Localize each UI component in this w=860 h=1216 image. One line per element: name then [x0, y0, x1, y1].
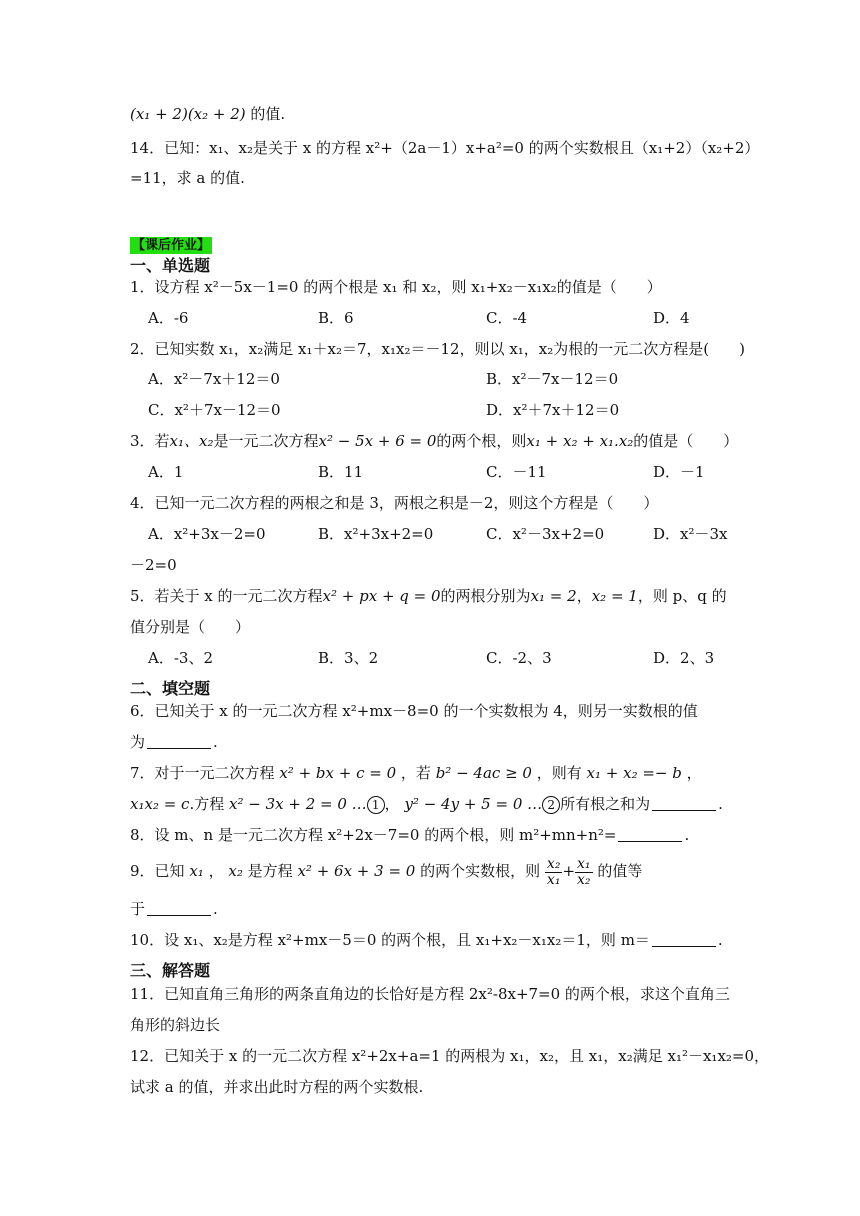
q5-pre: 5．若关于 x 的一元二次方程: [130, 587, 323, 605]
q5-math-equation: x² + px + q = 0: [322, 587, 441, 605]
q3-option-c: C．－11: [486, 463, 547, 481]
q7-circle-1: 1: [367, 796, 385, 814]
q6-line2: [130, 732, 218, 752]
q9-math-x1: x₁: [189, 862, 204, 880]
q5-line2: 值分别是（ ）: [130, 618, 251, 636]
q7-math-product: x₁x₂ = c: [130, 795, 190, 813]
q7-line2-end: .: [718, 795, 723, 813]
q14-line1: 14．已知：x₁、x₂是关于 x 的方程 x²+（2a－1）x+a²=0 的两个实数根且（x₁+2）（x₂+2）: [130, 139, 760, 157]
q9-line2: [130, 899, 218, 919]
q5-math-root1: x₁ = 2: [530, 587, 577, 605]
q9-line1: [130, 856, 642, 888]
q5-option-c: C．-2、3: [486, 649, 552, 667]
q9-pre: 9．已知: [130, 862, 185, 880]
q6-line2-text: 为: [130, 733, 146, 751]
q7-math-sum: x₁ + x₂ =− b: [586, 764, 682, 782]
q10-stem: 10．设 x₁、x₂是方程 x²+mx－5＝0 的两个根，且 x₁+x₂－x₁x₂＝1，则 m＝: [130, 931, 650, 949]
section-fill-blank: 二、填空题: [130, 679, 211, 698]
q1-option-a: A．-6: [148, 309, 189, 327]
homework-tag-label: 【课后作业】: [132, 238, 211, 253]
q13-expression: (x₁ + 2)(x₂ + 2): [130, 105, 246, 123]
q12-line1: 12．已知关于 x 的一元二次方程 x²+2x+a=1 的两根为 x₁，x₂，且 x₁，x₂满足 x₁²－x₁x₂=0，: [130, 1047, 770, 1065]
q6-end: .: [213, 733, 218, 751]
q1-option-d: D．4: [653, 309, 690, 327]
q1-option-b: B．6: [318, 309, 354, 327]
q11-line2: 角形的斜边长: [130, 1016, 221, 1034]
q9-frac1-den: x₁: [546, 871, 561, 888]
q7-answer-blank[interactable]: [652, 796, 716, 811]
q11-line1: 11．已知直角三角形的两条直角边的长恰好是方程 2x²-8x+7=0 的两个根，求这个直角三: [130, 985, 730, 1003]
q5-option-a: A．-3、2: [148, 649, 213, 667]
q7-math-equation: x² + bx + c = 0: [279, 764, 397, 782]
q2-option-b: B．x²－7x－12＝0: [486, 370, 619, 388]
q7-mid: ，若: [400, 764, 431, 782]
q9-end: .: [213, 900, 218, 918]
q5-post: ，则 p、q 的: [637, 587, 727, 605]
q9-plus: +: [562, 862, 576, 880]
q7-sum-text: 所有根之和为: [560, 795, 651, 813]
q2-stem: 2．已知实数 x₁，x₂满足 x₁＋x₂＝7，x₁x₂＝－12，则以 x₁，x₂为根的一元二次方程是( ): [130, 340, 745, 358]
q3-stem: [130, 431, 738, 451]
q7-equation-label: .方程: [189, 795, 225, 813]
q3-option-a: A．1: [148, 463, 184, 481]
q10-line: [130, 930, 723, 950]
q4-stem: 4．已知一元二次方程的两根之和是 3，两根之积是－2，则这个方程是（ ）: [130, 494, 659, 512]
q10-answer-blank[interactable]: [652, 932, 716, 947]
q3-option-d: D．－1: [653, 463, 705, 481]
q5-option-b: B．3、2: [318, 649, 379, 667]
q3-math-equation: x² − 5x + 6 = 0: [318, 432, 437, 450]
q9-fraction-2: [575, 857, 593, 888]
q4-option-b: B．x²+3x+2=0: [318, 525, 434, 543]
q13-tail-text: 的值.: [245, 105, 286, 123]
q4-option-a: A．x²+3x－2=0: [148, 525, 266, 543]
q9-mid: 是方程: [247, 862, 293, 880]
homework-tag: [130, 234, 212, 256]
q3-option-b: B．11: [318, 463, 364, 481]
q7-mid2: ，则有: [536, 764, 582, 782]
q7-math-eq2: y² − 4y + 5 = 0 …: [404, 795, 543, 813]
q7-pre: 7．对于一元二次方程: [130, 764, 275, 782]
q7-end: ，: [686, 764, 702, 782]
q5-sep: ，: [576, 587, 592, 605]
q1-stem: 1．设方程 x²－5x－1=0 的两个根是 x₁ 和 x₂，则 x₁+x₂－x₁x₂的值是（ ）: [130, 278, 662, 296]
section-answer: 三、解答题: [130, 961, 211, 980]
q5-stem: [130, 586, 727, 606]
q4-option-d: D．x²－3x: [653, 525, 728, 543]
q9-answer-blank[interactable]: [147, 901, 211, 916]
q9-frac2-num: x₁: [577, 855, 591, 872]
q4-option-d-cont: －2=0: [130, 556, 177, 574]
q6-answer-blank[interactable]: [147, 734, 211, 749]
q9-line2-text: 于: [130, 900, 146, 918]
q7-line1: [130, 763, 702, 783]
q12-line2: 试求 a 的值，并求出此时方程的两个实数根.: [130, 1078, 424, 1096]
q9-post: 的值等: [597, 862, 643, 880]
q5-option-d: D．2、3: [653, 649, 715, 667]
q7-math-eq1: x² − 3x + 2 = 0 …: [229, 795, 367, 813]
q7-circle-2: 2: [542, 796, 560, 814]
q9-frac2-den: x₂: [577, 871, 591, 888]
q6-line1: 6．已知关于 x 的一元二次方程 x²+mx－8=0 的一个实数根为 4，则另一实数根的值: [130, 702, 698, 720]
q3-pre: 3．若: [130, 432, 170, 450]
q3-mid2: 的两个根，则: [436, 432, 527, 450]
q5-math-root2: x₂ = 1: [591, 587, 638, 605]
q3-math-roots: x₁、x₂: [169, 432, 214, 450]
q3-mid: 是一元二次方程: [213, 432, 319, 450]
q13-tail: [130, 104, 285, 124]
q8-answer-blank[interactable]: [618, 827, 682, 842]
q2-option-c: C．x²＋7x－12＝0: [148, 401, 281, 419]
q8-line: [130, 825, 689, 845]
q3-math-expr: x₁ + x₂ + x₁.x₂: [526, 432, 634, 450]
q9-sep: ，: [208, 862, 224, 880]
q8-end: .: [684, 826, 690, 844]
q1-option-c: C．-4: [486, 309, 528, 327]
q9-fraction-1: [545, 857, 563, 888]
q7-math-discriminant: b² − 4ac ≥ 0: [435, 764, 532, 782]
q9-mid2: 的两个实数根，则: [420, 862, 541, 880]
q2-option-a: A．x²－7x＋12＝0: [148, 370, 280, 388]
q3-post: 的值是（ ）: [633, 432, 739, 450]
section-single-choice: 一、单选题: [130, 256, 211, 275]
q9-frac1-num: x₂: [546, 855, 561, 872]
q10-end: .: [717, 931, 723, 949]
q5-mid: 的两根分别为: [440, 587, 531, 605]
q4-option-c: C．x²－3x+2=0: [486, 525, 605, 543]
q14-line2: =11，求 a 的值.: [130, 169, 245, 187]
q9-math-x2: x₂: [228, 862, 243, 880]
q9-math-equation: x² + 6x + 3 = 0: [297, 862, 416, 880]
q2-option-d: D．x²＋7x＋12＝0: [486, 401, 620, 419]
q8-stem: 8．设 m、n 是一元二次方程 x²+2x－7=0 的两个根，则 m²+mn+n²=: [130, 826, 617, 844]
q7-line2: x₁x₂ = c.方程 x² − 3x + 2 = 0 … 1 ， y² − 4y + 5 = 0 … 2 所有根之和为 .: [130, 795, 723, 813]
